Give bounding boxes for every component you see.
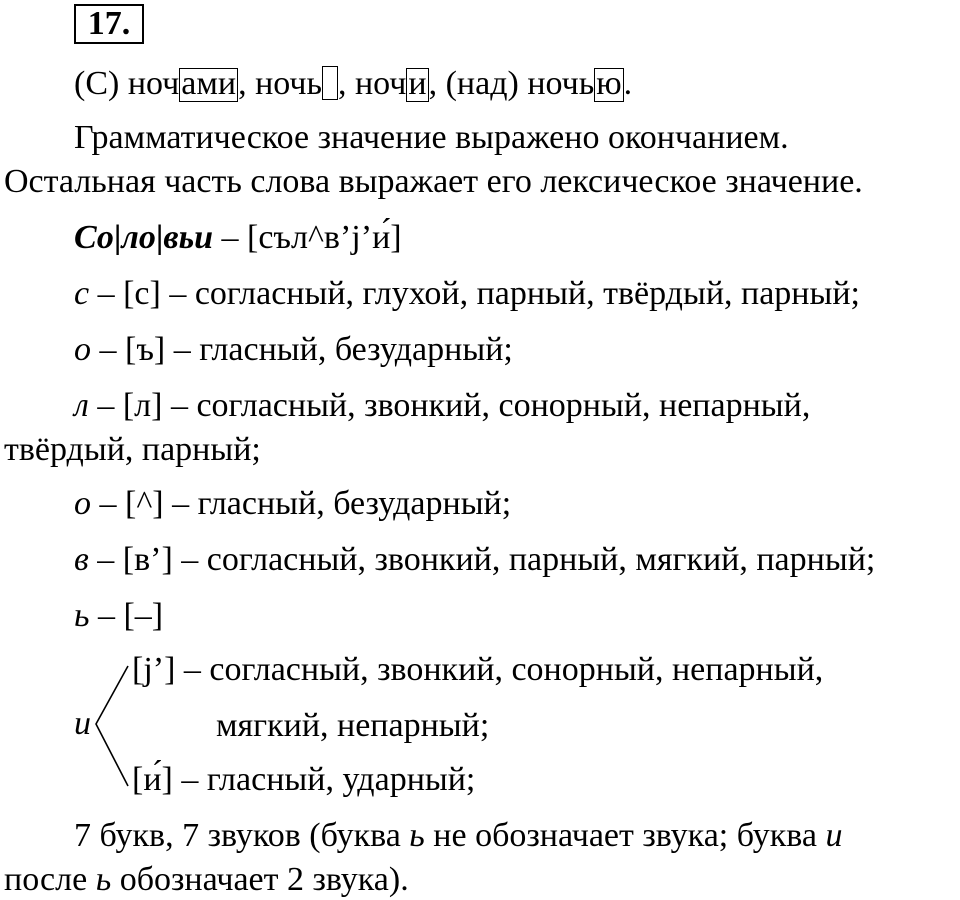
letter: о	[74, 485, 91, 522]
branch-middle: мягкий, непарный;	[216, 707, 490, 744]
branch-brace-icon	[92, 662, 132, 792]
paragraph-line-1: Грамматическое значение выражено окончанием.	[74, 119, 789, 156]
empty-ending-box	[322, 66, 338, 100]
sound-row	[74, 274, 860, 314]
summary-text: 7 букв, 7 звуков (буква	[74, 817, 410, 854]
summary-text: обозначает 2 звука).	[111, 861, 409, 898]
letter: ь	[95, 861, 112, 898]
sound-description: – [в’] – согласный, звонкий, парный, мягкий, парный;	[88, 541, 876, 578]
letter: и	[825, 817, 843, 854]
word-form-text: (С) ноч	[74, 65, 180, 102]
letter: в	[74, 541, 89, 578]
syllable-separator: |	[155, 219, 164, 256]
syllable-separator: |	[113, 219, 122, 256]
letter: ь	[409, 817, 425, 854]
sound-row	[74, 484, 511, 524]
branch-bottom: [и́] – гласный, ударный;	[132, 761, 476, 798]
summary-line-1	[74, 816, 842, 856]
sound-description: – [^] – гласный, безударный;	[91, 485, 512, 522]
sound-row	[74, 596, 163, 636]
branch-letter: и	[74, 705, 91, 742]
sound-description: – [–]	[89, 597, 164, 634]
sound-row-continuation: твёрдый, парный;	[4, 431, 261, 468]
letter: с	[74, 275, 90, 312]
punctuation: .	[623, 65, 633, 102]
sound-row	[74, 540, 875, 580]
ending-box: ю	[596, 65, 622, 102]
sound-row	[74, 386, 810, 426]
word-forms-line	[74, 64, 632, 104]
syllable: ло	[121, 219, 156, 256]
sound-row	[74, 330, 513, 370]
transcription: – [съл^в’j’и́]	[213, 219, 402, 256]
summary-text: после	[4, 861, 96, 898]
syllable: вьи	[163, 219, 214, 256]
word-form-text: , ночь	[238, 65, 322, 102]
summary-line-2	[4, 860, 409, 900]
exercise-number: 17.	[74, 4, 144, 44]
word-form-text: , ноч	[337, 65, 407, 102]
ending-box: и	[408, 65, 427, 102]
letter: о	[74, 331, 91, 368]
sound-description: – [с] – согласный, глухой, парный, твёрдый, парный;	[89, 275, 860, 312]
letter: л	[74, 387, 89, 424]
summary-text: не обозначает звука; буква	[424, 817, 826, 854]
sound-description: – [л] – согласный, звонкий, сонорный, непарный,	[88, 387, 811, 424]
syllable: Со	[74, 219, 114, 256]
letter: ь	[74, 597, 90, 634]
branch-top: [j’] – согласный, звонкий, сонорный, непарный,	[132, 651, 824, 688]
sound-description: – [ъ] – гласный, безударный;	[91, 331, 513, 368]
word-form-text: , (над) ночь	[428, 65, 595, 102]
word-analysis-heading	[74, 218, 402, 258]
ending-box: ами	[181, 65, 237, 102]
paragraph-line-2: Остальная часть слова выражает его лексическое значение.	[4, 163, 863, 200]
